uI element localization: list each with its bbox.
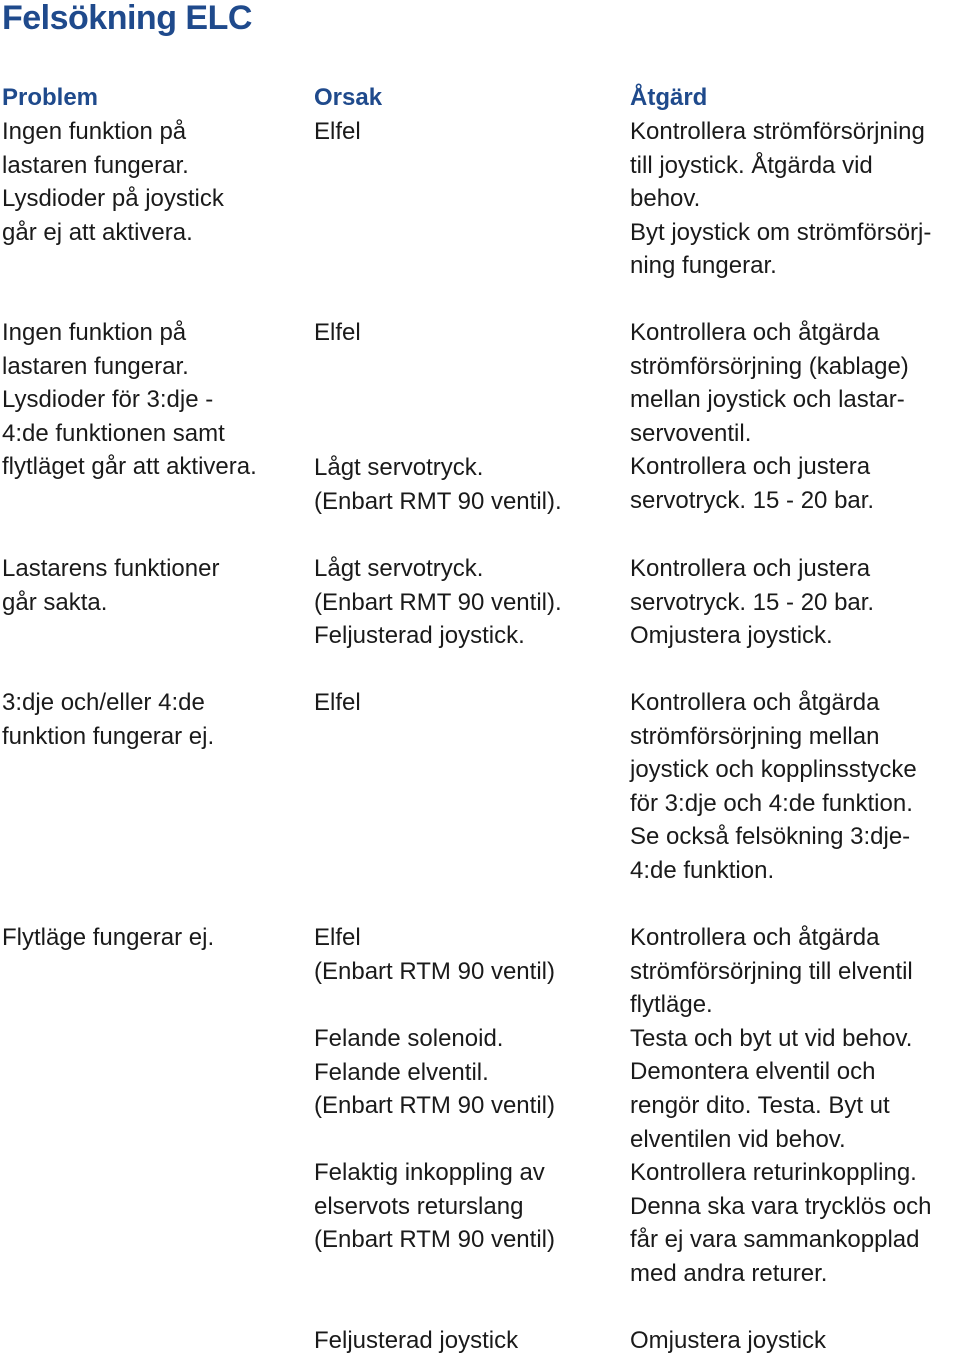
text-line: (Enbart RMT 90 ventil). — [314, 588, 562, 616]
text-line: strömförsörjning mellan — [630, 722, 880, 750]
text-line: flytläget går att aktivera. — [2, 453, 257, 481]
text-line: (Enbart RMT 90 ventil). — [314, 487, 562, 515]
text-line: Lågt servotryck. — [314, 454, 484, 481]
text-line: joystick och kopplinsstycke — [630, 756, 917, 784]
text-line: mellan joystick och lastar- — [630, 386, 905, 414]
atgard-cell — [630, 686, 960, 888]
text-line: rengör dito. Testa. Byt ut — [630, 1091, 890, 1119]
text-line: Ingen funktion på — [2, 118, 187, 145]
atgard-cell — [630, 1324, 960, 1358]
text-line: Kontrollera och åtgärda — [630, 924, 880, 951]
text-line: med andra returer. — [630, 1259, 828, 1287]
text-line: Ingen funktion på — [2, 319, 187, 346]
text-line: 3:dje och/eller 4:de — [2, 689, 205, 716]
text-line: 4:de funktionen samt — [2, 419, 225, 447]
text-line: Elfel — [314, 118, 361, 145]
text-line: går ej att aktivera. — [2, 218, 193, 246]
text-line: strömförsörjning (kablage) — [630, 352, 909, 380]
text-line: lastaren fungerar. — [2, 352, 189, 380]
problem-cell — [2, 921, 302, 955]
orsak-cell — [314, 115, 614, 149]
problem-cell — [2, 686, 302, 753]
orsak-cell — [314, 316, 614, 350]
text-line: Felaktig inkoppling av — [314, 1159, 545, 1186]
problem-cell — [2, 115, 302, 249]
header-atgard: Åtgärd — [630, 84, 708, 111]
text-line: strömförsörjning till elventil — [630, 957, 913, 985]
text-line: för 3:dje och 4:de funktion. — [630, 789, 913, 817]
text-line: Lågt servotryck. — [314, 555, 484, 582]
text-line: ning fungerar. — [630, 252, 777, 280]
text-line: Omjustera joystick — [630, 1327, 827, 1354]
text-line: Omjustera joystick. — [630, 622, 833, 650]
text-line: 4:de funktion. — [630, 856, 775, 884]
text-line: Kontrollera och åtgärda — [630, 689, 880, 716]
text-line: Feljusterad joystick — [314, 1327, 519, 1354]
text-line: Felande elventil. — [314, 1058, 489, 1086]
atgard-cell — [630, 552, 960, 653]
text-line: Kontrollera och justera — [630, 555, 871, 582]
text-line: Elfel — [314, 319, 361, 346]
text-line: Lastarens funktioner — [2, 555, 220, 582]
text-line: Kontrollera strömförsörjning — [630, 118, 925, 145]
text-line: till joystick. Åtgärda vid — [630, 151, 873, 179]
text-line: elventilen vid behov. — [630, 1125, 846, 1153]
text-line: får ej vara sammankopplad — [630, 1226, 920, 1254]
header-orsak: Orsak — [314, 84, 383, 111]
text-line: flytläge. — [630, 991, 713, 1019]
orsak-cell — [314, 1022, 614, 1123]
text-line: funktion fungerar ej. — [2, 722, 215, 750]
orsak-cell — [314, 451, 614, 518]
orsak-cell — [314, 921, 614, 988]
text-line: (Enbart RTM 90 ventil) — [314, 1226, 555, 1254]
text-line: Elfel — [314, 924, 361, 951]
problem-cell — [2, 316, 302, 484]
text-line: Flytläge fungerar ej. — [2, 924, 215, 951]
text-line: Felande solenoid. — [314, 1025, 504, 1052]
atgard-cell — [630, 115, 960, 283]
text-line: Kontrollera och åtgärda — [630, 319, 880, 346]
page-title: Felsökning ELC — [2, 0, 252, 37]
atgard-cell — [630, 316, 960, 518]
text-line: Kontrollera returinkoppling. — [630, 1159, 917, 1187]
orsak-cell — [314, 686, 614, 720]
atgard-cell — [630, 921, 960, 1291]
text-line: Feljusterad joystick. — [314, 622, 525, 650]
text-line: servotryck. 15 - 20 bar. — [630, 588, 875, 616]
text-line: Kontrollera och justera — [630, 453, 871, 481]
text-line: (Enbart RTM 90 ventil) — [314, 957, 555, 985]
orsak-cell — [314, 1324, 614, 1358]
text-line: går sakta. — [2, 588, 108, 616]
text-line: (Enbart RTM 90 ventil) — [314, 1092, 555, 1120]
text-line: Demontera elventil och — [630, 1058, 876, 1086]
text-line: Byt joystick om strömförsörj- — [630, 218, 932, 246]
text-line: behov. — [630, 185, 701, 213]
text-line: Lysdioder för 3:dje - — [2, 386, 214, 414]
orsak-cell — [314, 1156, 614, 1257]
header-problem: Problem — [2, 84, 99, 111]
text-line: Testa och byt ut vid behov. — [630, 1024, 913, 1052]
text-line: servotryck. 15 - 20 bar. — [630, 486, 875, 514]
text-line: Elfel — [314, 689, 361, 716]
text-line: servoventil. — [630, 419, 752, 447]
text-line: Denna ska vara trycklös och — [630, 1192, 932, 1220]
text-line: Lysdioder på joystick — [2, 185, 224, 213]
text-line: Se också felsökning 3:dje- — [630, 823, 911, 851]
text-line: elservots returslang — [314, 1192, 524, 1220]
problem-cell — [2, 552, 302, 619]
text-line: lastaren fungerar. — [2, 151, 189, 179]
orsak-cell — [314, 552, 614, 653]
